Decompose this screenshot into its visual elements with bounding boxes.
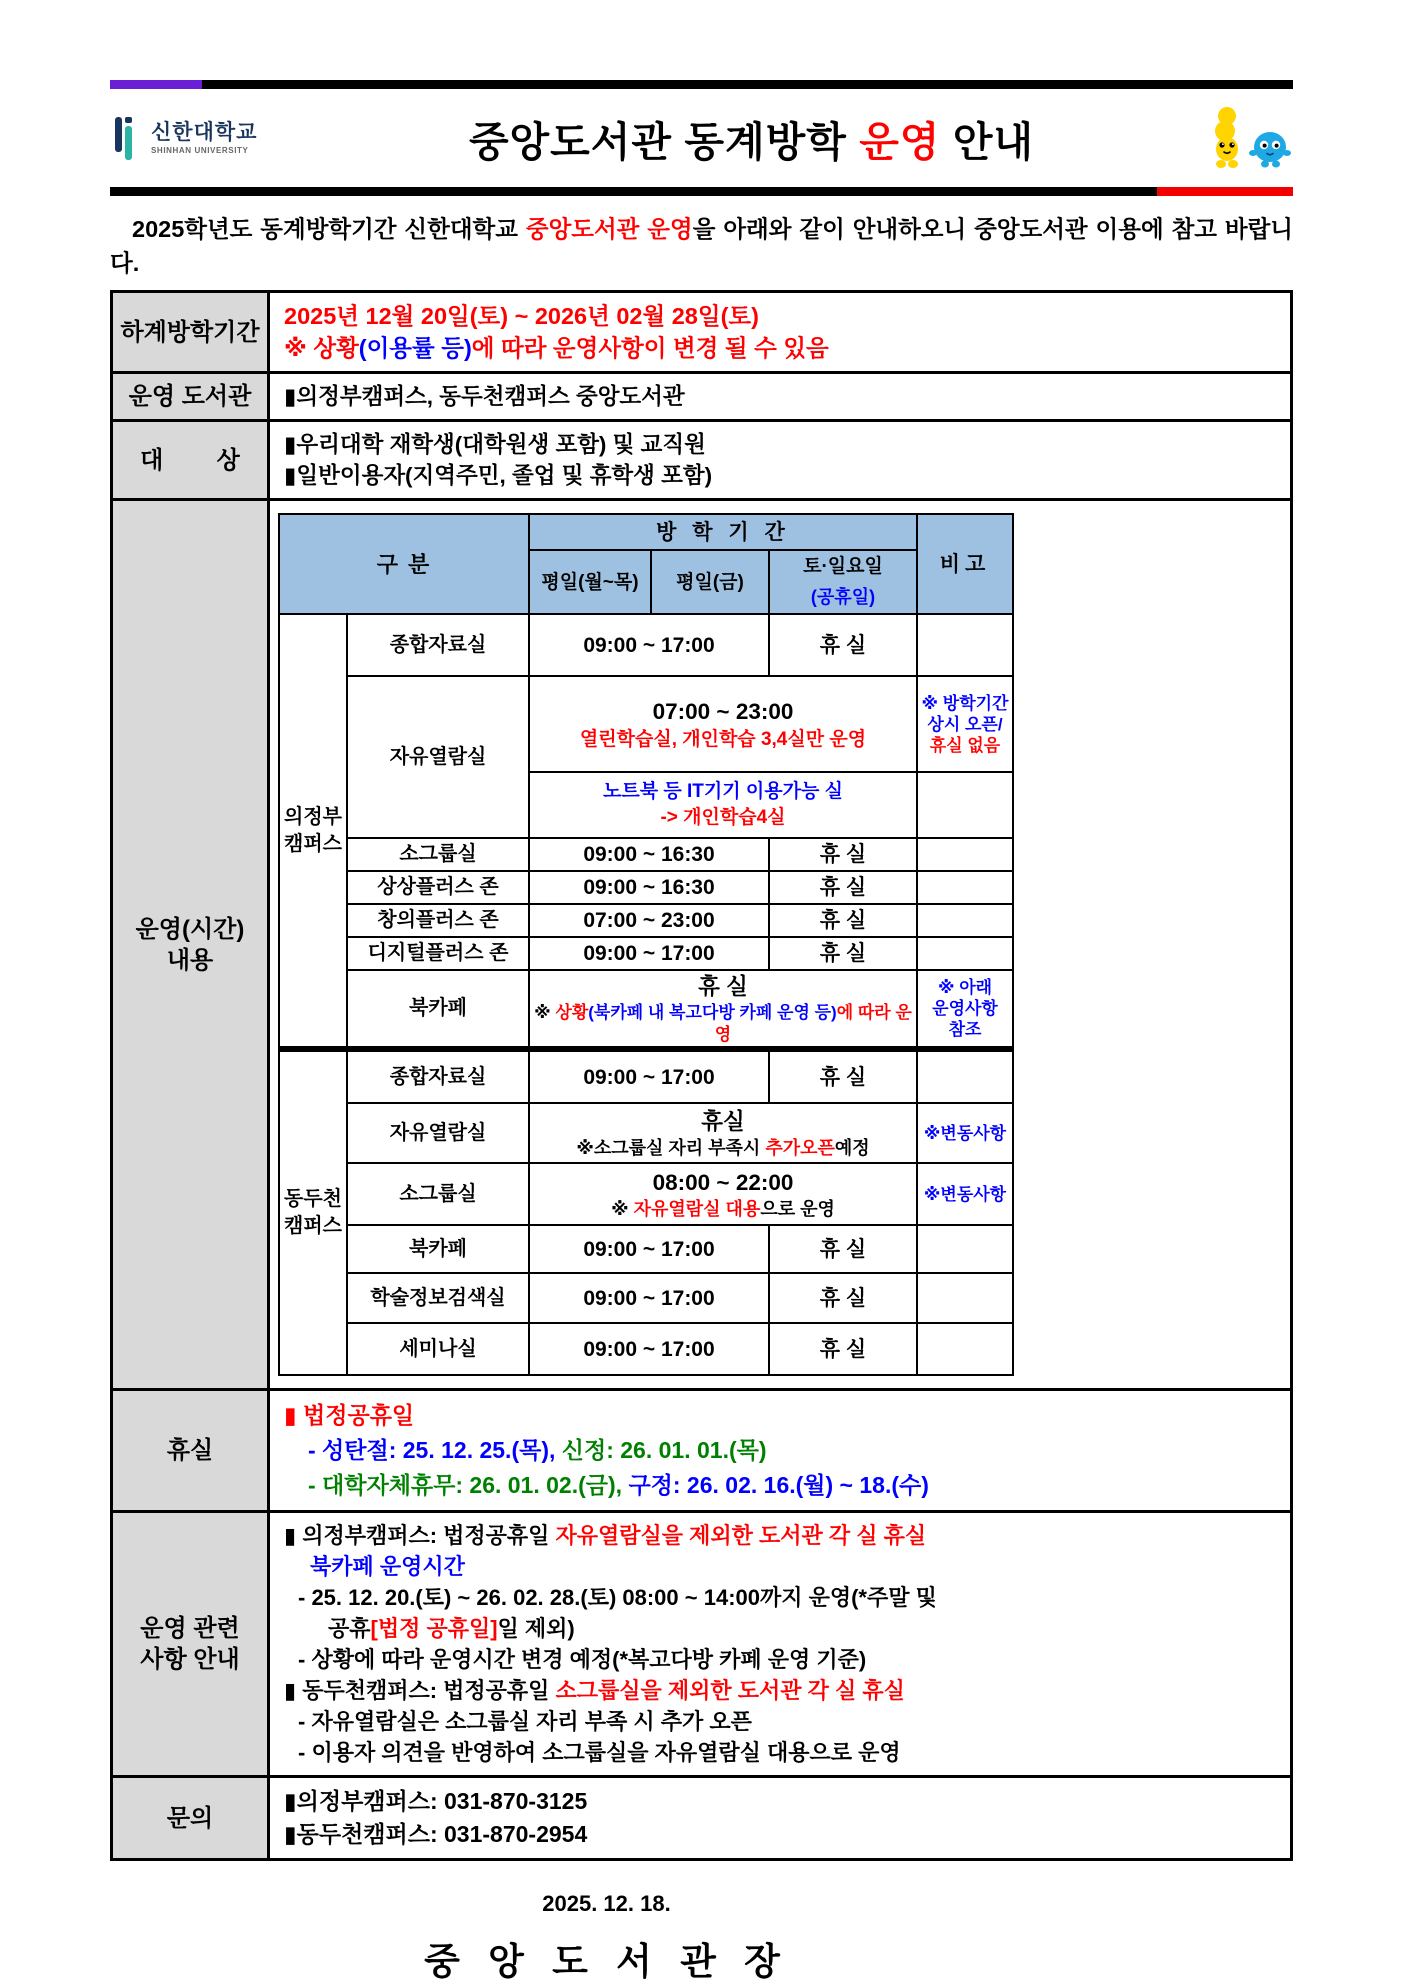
closed-days-value	[269, 1390, 1292, 1512]
room-hours: 09:00 ~ 17:00	[529, 937, 769, 970]
room-hours: 07:00 ~ 23:00 열린학습실, 개인학습 3,4실만 운영	[529, 676, 917, 772]
room-hours: 09:00 ~ 16:30	[529, 838, 769, 871]
target-line: ▮일반이용자(지역주민, 졸업 및 휴학생 포함)	[284, 463, 713, 488]
notes-line: - 25. 12. 20.(토) ~ 26. 02. 28.(토) 08:00 ~ 14:00까지 운영(*주말 및	[298, 1585, 937, 1610]
remark-cell	[917, 772, 1013, 838]
operation-notes-row	[112, 1512, 1292, 1777]
logo-korean-name: 신한대학교	[151, 120, 258, 144]
black-bar-segment	[202, 80, 1293, 89]
operating-libraries-value: ▮의정부캠퍼스, 동두천캠퍼스 중앙도서관	[269, 373, 1292, 421]
closed-heading: ▮ 법정공휴일	[284, 1402, 415, 1428]
room-name: 소그룹실	[347, 838, 529, 871]
schedule-row	[112, 500, 1292, 1390]
remark-cell	[917, 937, 1013, 970]
col-header-weekend: 토·일요일 (공휴일)	[769, 550, 917, 614]
col-header-category: 구 분	[279, 514, 529, 614]
closed-days-label: 휴실	[112, 1390, 269, 1512]
closed-line: - 성탄절: 25. 12. 25.(목), 신정: 26. 01. 01.(목)	[308, 1437, 767, 1463]
schedule-label: 운영(시간) 내용	[112, 500, 269, 1390]
room-name: 북카페	[347, 970, 529, 1049]
table-row	[279, 1163, 1013, 1225]
vacation-note: ※ 상황(이용률 등)에 따라 운영사항이 변경 될 수 있음	[284, 335, 829, 361]
room-hours: 09:00 ~ 17:00	[529, 614, 769, 676]
schedule-table	[278, 513, 1014, 1376]
contact-value	[269, 1777, 1292, 1860]
intro-highlight: 중앙도서관 운영	[525, 216, 693, 242]
contact-label: 문의	[112, 1777, 269, 1860]
weekend-status: 휴 실	[769, 1049, 917, 1103]
remark-cell	[917, 1273, 1013, 1323]
vacation-period-value	[269, 292, 1292, 373]
remark-cell: ※ 방학기간 상시 오픈/ 휴실 없음	[917, 676, 1013, 772]
room-hours: 휴 실 ※ 상황(북카페 내 복고다방 카페 운영 등)에 따라 운영	[529, 970, 917, 1049]
title-highlight: 운영	[859, 118, 941, 165]
weekend-status: 휴 실	[769, 614, 917, 676]
table-row	[279, 904, 1013, 937]
purple-bar-segment	[110, 80, 202, 89]
weekend-status: 휴 실	[769, 1225, 917, 1273]
weekend-status: 휴 실	[769, 871, 917, 904]
room-hours: 09:00 ~ 17:00	[529, 1225, 769, 1273]
page-title	[325, 109, 1178, 168]
yellow-mascot-icon	[1205, 106, 1247, 170]
mascots	[1178, 106, 1293, 170]
remark-cell	[917, 838, 1013, 871]
operating-libraries-row	[112, 373, 1292, 421]
remark-cell	[917, 1225, 1013, 1273]
room-name: 자유열람실	[347, 676, 529, 838]
notes-line: - 이용자 의견을 반영하여 소그룹실을 자유열람실 대용으로 운영	[298, 1740, 901, 1765]
header-bottom-bar	[110, 187, 1293, 196]
closed-days-row	[112, 1390, 1292, 1512]
notice-page	[110, 0, 1293, 1985]
room-hours: 07:00 ~ 23:00	[529, 904, 769, 937]
contact-line: ▮의정부캠퍼스: 031-870-3125	[284, 1788, 588, 1814]
logo-text	[151, 121, 257, 156]
header	[110, 89, 1293, 187]
room-note: 노트북 등 IT기기 이용가능 실 -> 개인학습4실	[529, 772, 917, 838]
room-name: 디지털플러스 존	[347, 937, 529, 970]
vacation-dates: 2025년 12월 20일(토) ~ 2026년 02월 28일(토)	[284, 303, 759, 329]
notes-line: ▮ 의정부캠퍼스: 법정공휴일 자유열람실을 제외한 도서관 각 실 휴실	[284, 1523, 927, 1548]
table-row	[279, 1323, 1013, 1375]
operating-libraries-label: 운영 도서관	[112, 373, 269, 421]
intro-text: 을 아래와 같이 안내하오니 중앙도서관 이용에 참고 바랍니다.	[110, 216, 1294, 276]
weekend-status: 휴 실	[769, 1273, 917, 1323]
footer-date: 2025. 12. 18.	[542, 1891, 671, 1916]
red-bar-segment	[1157, 187, 1293, 196]
vacation-period-label: 하계방학기간	[112, 292, 269, 373]
room-name: 창의플러스 존	[347, 904, 529, 937]
table-row	[279, 1049, 1013, 1103]
remark-cell: ※ 아래 운영사항 참조	[917, 970, 1013, 1049]
header-top-bar	[110, 80, 1293, 89]
table-row	[279, 970, 1013, 1049]
shinhan-logo-icon	[110, 115, 144, 161]
operation-notes-value	[269, 1512, 1292, 1777]
room-hours: 09:00 ~ 17:00	[529, 1323, 769, 1375]
table-row	[279, 937, 1013, 970]
room-hours: 휴실 ※소그룹실 자리 부족시 추가오픈예정	[529, 1103, 917, 1163]
table-row	[279, 1225, 1013, 1273]
room-name: 자유열람실	[347, 1103, 529, 1163]
room-name: 학술정보검색실	[347, 1273, 529, 1323]
table-row	[279, 1103, 1013, 1163]
schedule-cell	[269, 500, 1292, 1390]
table-row	[279, 676, 1013, 772]
notes-line: 공휴[법정 공휴일]일 제외)	[328, 1616, 575, 1641]
room-name: 북카페	[347, 1225, 529, 1273]
contact-line: ▮동두천캠퍼스: 031-870-2954	[284, 1821, 588, 1847]
campus-uijeongbu: 의정부 캠퍼스	[279, 614, 347, 1049]
footer	[110, 1891, 1103, 1985]
table-row	[279, 838, 1013, 871]
notes-line: 북카페 운영시간	[310, 1554, 465, 1579]
blue-mascot-icon	[1247, 126, 1293, 170]
target-users-row	[112, 421, 1292, 500]
col-header-weekday-mon-thu: 평일(월~목)	[529, 550, 651, 614]
room-name: 소그룹실	[347, 1163, 529, 1225]
remark-cell: ※변동사항	[917, 1163, 1013, 1225]
weekend-status: 휴 실	[769, 1323, 917, 1375]
target-line: ▮우리대학 재학생(대학원생 포함) 및 교직원	[284, 432, 706, 457]
col-header-vacation-period: 방 학 기 간	[529, 514, 917, 550]
room-hours: 09:00 ~ 17:00	[529, 1273, 769, 1323]
remark-cell	[917, 1323, 1013, 1375]
operation-notes-label: 운영 관련 사항 안내	[112, 1512, 269, 1777]
notice-table	[110, 290, 1293, 1861]
logo-english-name: SHINHAN UNIVERSITY	[151, 145, 249, 155]
remark-cell	[917, 614, 1013, 676]
col-header-weekday-fri: 평일(금)	[651, 550, 769, 614]
table-row	[279, 871, 1013, 904]
campus-dongducheon: 동두천 캠퍼스	[279, 1049, 347, 1375]
notes-line: ▮ 동두천캠퍼스: 법정공휴일 소그룹실을 제외한 도서관 각 실 휴실	[284, 1678, 905, 1703]
intro-text: 2025학년도 동계방학기간 신한대학교	[132, 216, 526, 242]
closed-line: - 대학자체휴무: 26. 01. 02.(금), 구정: 26. 02. 16.(월) ~ 18.(수)	[308, 1472, 929, 1498]
table-row	[279, 614, 1013, 676]
weekend-status: 휴 실	[769, 838, 917, 871]
room-hours: 09:00 ~ 16:30	[529, 871, 769, 904]
room-name: 세미나실	[347, 1323, 529, 1375]
room-hours: 08:00 ~ 22:00 ※ 자유열람실 대용으로 운영	[529, 1163, 917, 1225]
room-name: 종합자료실	[347, 1049, 529, 1103]
contact-row	[112, 1777, 1292, 1860]
weekend-status: 휴 실	[769, 904, 917, 937]
room-name: 상상플러스 존	[347, 871, 529, 904]
vacation-period-row	[112, 292, 1292, 373]
remark-cell: ※변동사항	[917, 1103, 1013, 1163]
weekend-status: 휴 실	[769, 937, 917, 970]
target-users-label: 대 상	[112, 421, 269, 500]
title-prefix: 중앙도서관 동계방학	[468, 118, 860, 165]
col-header-remark: 비고	[917, 514, 1013, 614]
room-name: 종합자료실	[347, 614, 529, 676]
title-suffix: 안내	[940, 118, 1035, 165]
schedule-header-row-1	[279, 514, 1013, 550]
footer-signature: 중 앙 도 서 관 장	[424, 1941, 789, 1982]
remark-cell	[917, 904, 1013, 937]
notes-line: - 상황에 따라 운영시간 변경 예정(*복고다방 카페 운영 기준)	[298, 1647, 867, 1672]
table-row	[279, 1273, 1013, 1323]
target-users-value	[269, 421, 1292, 500]
black-bar-segment	[110, 187, 1157, 196]
room-hours: 09:00 ~ 17:00	[529, 1049, 769, 1103]
university-logo	[110, 115, 325, 161]
intro-paragraph	[110, 212, 1293, 280]
remark-cell	[917, 1049, 1013, 1103]
remark-cell	[917, 871, 1013, 904]
notes-line: - 자유열람실은 소그룹실 자리 부족 시 추가 오픈	[298, 1709, 752, 1734]
